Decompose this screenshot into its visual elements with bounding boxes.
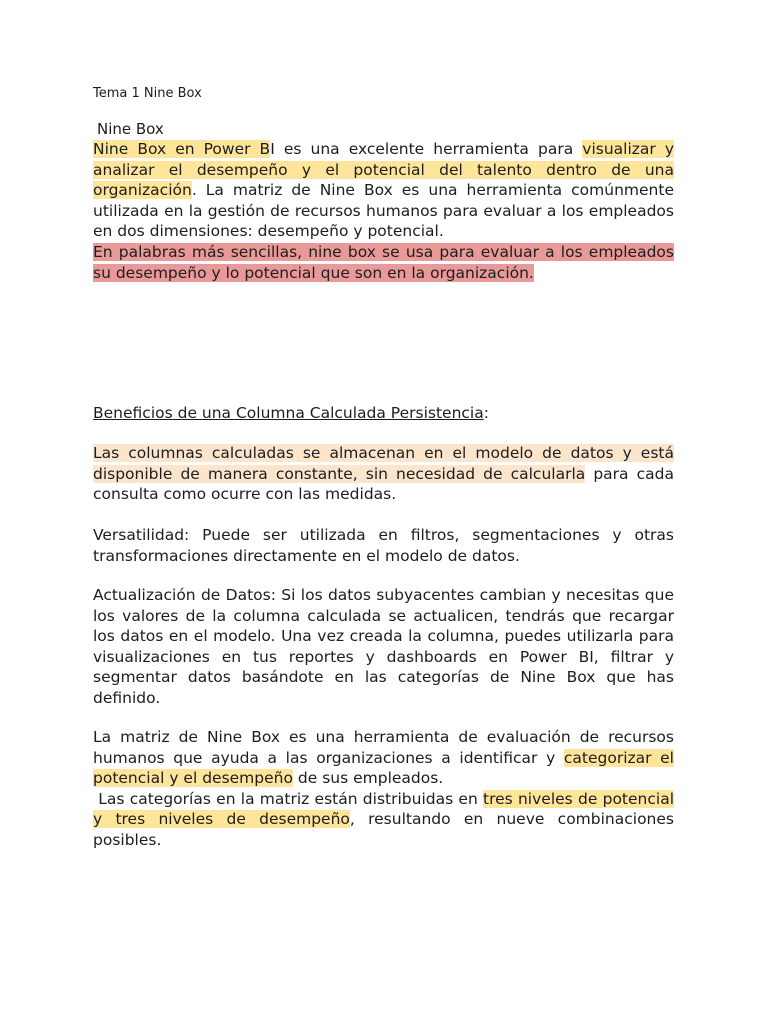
intro-text-2: . La matriz de Nine Box es una herramienta comúnmente utilizada en la gestión de recursos humanos para evaluar a los empleados en dos dimensiones: desempeño y potencial. xyxy=(93,181,674,241)
topic-line: Tema 1 Nine Box xyxy=(93,86,202,101)
simple-paragraph xyxy=(93,242,674,283)
matrix-text-3: Las categorías en la matriz están distribuidas en xyxy=(93,789,484,808)
intro-paragraph xyxy=(93,139,674,242)
simple-highlight: En palabras más sencillas, nine box se usa para evaluar a los empleados su desempeño y lo potencial que son en la organización. xyxy=(93,242,674,282)
versatility-block xyxy=(93,525,674,566)
stored-block xyxy=(93,443,674,505)
section-title: Nine Box xyxy=(97,120,164,138)
matrix-highlight-1: categorizar el potencial y el desempeño xyxy=(93,748,674,788)
benefits-heading-colon: : xyxy=(483,404,489,422)
benefits-heading-text: Beneficios de una Columna Calculada Persistencia xyxy=(93,404,484,422)
intro-highlight-1: Nine Box en Power B xyxy=(93,140,271,158)
update-block xyxy=(93,585,674,709)
matrix-text-2: de sus empleados. xyxy=(292,769,444,788)
intro-highlight-2: visualizar y analizar el desempeño y el potencial del talento dentro de una organización xyxy=(93,140,674,200)
update-paragraph: Actualización de Datos: Si los datos subyacentes cambian y necesitas que los valores de la columna calculada se actualicen, tendrás que recargar los datos en el modelo. Una vez creada la columna, puedes utilizarla para visualizaciones en tus reportes y dashboards en Power BI, filtrar y segmentar datos basándote en las categorías de Nine Box que has definido. xyxy=(93,586,674,707)
stored-highlight: Las columnas calculadas se almacenan en el modelo de datos y está disponible de manera constante, sin necesidad de calcularla xyxy=(93,444,674,483)
matrix-paragraph-2 xyxy=(93,789,674,851)
matrix-highlight-2: tres niveles de potencial y tres niveles de desempeño xyxy=(93,789,674,829)
versatility-paragraph: Versatilidad: Puede ser utilizada en filtros, segmentaciones y otras transformaciones directamente en el modelo de datos. xyxy=(93,526,674,565)
matrix-text-1: La matriz de Nine Box es una herramienta de evaluación de recursos humanos que ayuda a las organizaciones a identificar y xyxy=(93,728,674,767)
matrix-block xyxy=(93,727,674,851)
stored-paragraph xyxy=(93,443,674,505)
intro-block xyxy=(93,139,674,283)
intro-text-1: I es una excelente herramienta para xyxy=(270,140,583,158)
matrix-paragraph-1 xyxy=(93,727,674,789)
matrix-text-4: , resultando en nueve combinaciones posibles. xyxy=(93,810,674,849)
stored-text: para cada consulta como ocurre con las medidas. xyxy=(93,464,674,504)
benefits-heading xyxy=(93,403,674,424)
